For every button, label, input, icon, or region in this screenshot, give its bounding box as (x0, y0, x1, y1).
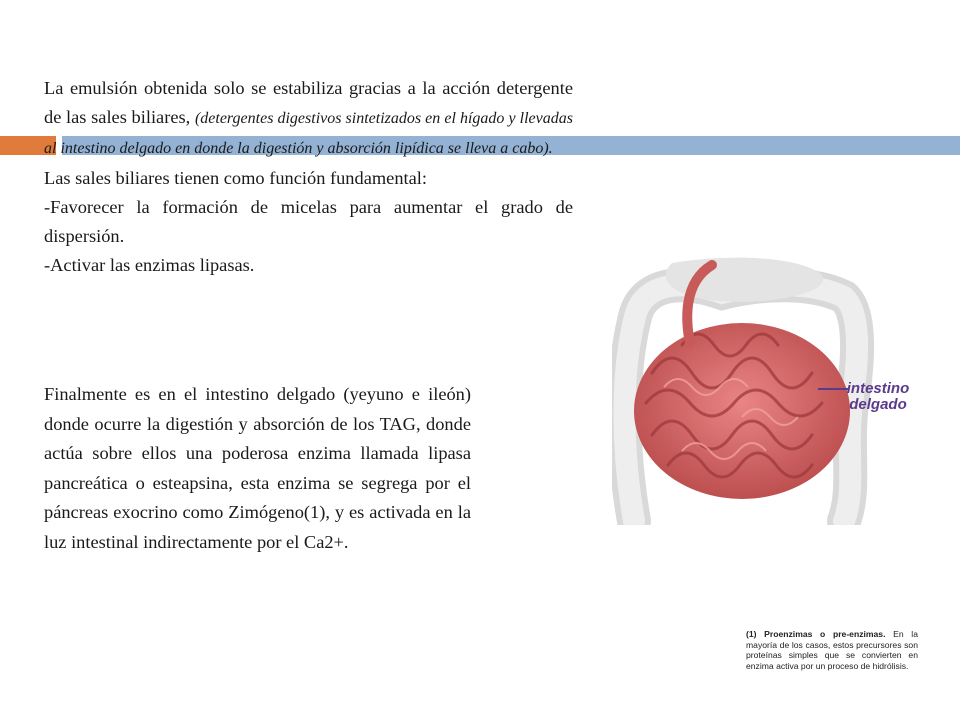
bile-salts-function-1: -Favorecer la formación de micelas para aumentar el grado de dispersión. (44, 196, 573, 247)
intestino-label-line2: delgado (849, 396, 907, 413)
paragraph-bile-salts-italic: (detergentes digestivos sintetizados en el hígado y llevadas al intestino delgado en donde la digestión y absorción lipídica se lleva a cabo). (44, 110, 573, 158)
small-intestine-illustration (612, 253, 946, 525)
intestino-label-line1: intestino (846, 380, 910, 397)
paragraph-bile-salts (44, 74, 573, 280)
paragraph-small-intestine: Finalmente es en el intestino delgado (yeyuno e ileón) donde ocurre la digestión y absorción de los TAG, donde actúa sobre ellos una poderosa enzima llamada lipasa pancreática o esteapsina, esta enzima se segrega por el páncreas exocrino como Zimógeno(1), y es activada en la luz intestinal indirectamente por el Ca2+. (44, 384, 471, 552)
footnote-body: En la mayoría de los casos, estos precursores son proteínas simples que se convierten en enzima activa por un proceso de hidrólisis. (746, 629, 918, 671)
bile-salts-functions-heading: Las sales biliares tienen como función fundamental: (44, 167, 428, 188)
footnote (746, 629, 918, 671)
paragraph-bile-salts-text: La emulsión obtenida solo se estabiliza gracias a la acción detergente de las sales biliares, (44, 78, 573, 128)
footnote-heading: (1) Proenzimas o pre-enzimas. (746, 629, 886, 639)
bile-salts-function-2: -Activar las enzimas lipasas. (44, 255, 255, 276)
